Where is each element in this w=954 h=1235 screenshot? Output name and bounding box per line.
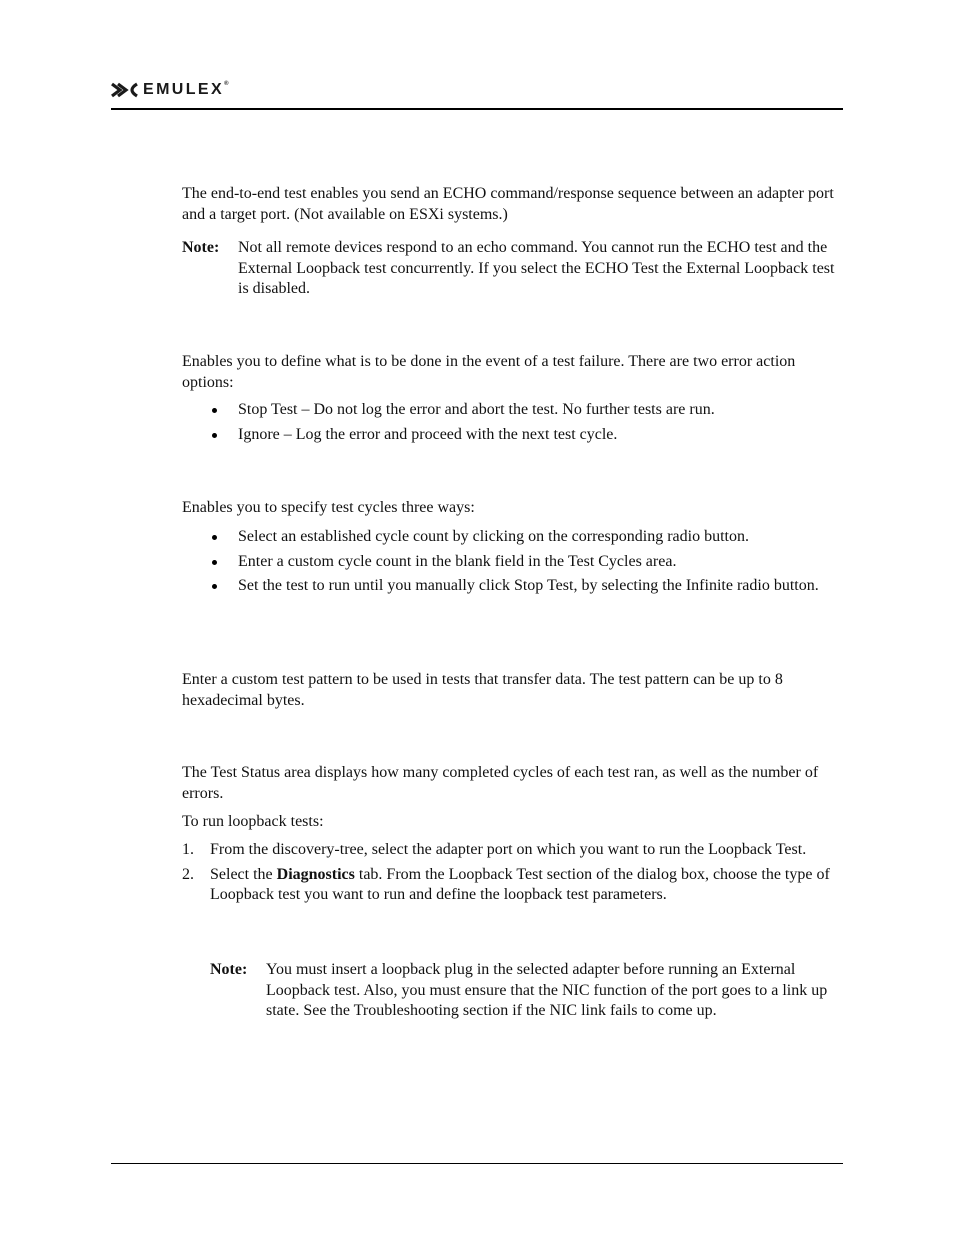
list-item: Enter a custom cycle count in the blank field in the Test Cycles area.: [208, 552, 848, 573]
step-text: Select the Diagnostics tab. From the Loopback Test section of the dialog box, choose the type of Loopback test you want to run and define the loopback test parameters.: [210, 865, 830, 903]
procedure-intro: To run loopback tests:: [182, 813, 324, 830]
header-rule: [111, 108, 843, 110]
procedure-steps: [182, 840, 843, 906]
note-text: Not all remote devices respond to an echo command. You cannot run the ECHO test and the External Loopback test concurrently. If you select the ECHO Test the External Loopback test is disabled.: [238, 239, 835, 297]
test-status-description: The Test Status area displays how many completed cycles of each test ran, as well as the number of errors.: [182, 764, 819, 802]
step-text: From the discovery-tree, select the adapter port on which you want to run the Loopback Test.: [210, 841, 807, 858]
bullet-icon: [212, 535, 217, 540]
note-text: You must insert a loopback plug in the selected adapter before running an External Loopback test. Also, you must ensure that the NIC function of the port goes to a link up state. See the Troubleshooting section if the NIC link fails to come up.: [266, 961, 828, 1019]
echo-test-note: [182, 238, 847, 300]
emulex-logo: [111, 81, 231, 99]
test-cycles-options: [208, 527, 848, 597]
echo-test-description: The end-to-end test enables you send an ECHO command/response sequence between an adapter port and a target port. (Not available on ESXi systems.): [182, 185, 834, 223]
bullet-icon: [212, 560, 217, 565]
bullet-icon: [212, 433, 217, 438]
list-item: Set the test to run until you manually click Stop Test, by selecting the Infinite radio button.: [208, 576, 848, 597]
error-action-options: [208, 400, 848, 446]
bullet-icon: [212, 584, 217, 589]
test-cycles-description: Enables you to specify test cycles three ways:: [182, 499, 475, 516]
emulex-mark-icon: [111, 82, 139, 98]
list-item: Select an established cycle count by clicking on the corresponding radio button.: [208, 527, 848, 548]
bullet-icon: [212, 408, 217, 413]
step-number: 2.: [182, 865, 194, 883]
procedure-step: [182, 840, 843, 861]
footer-rule: [111, 1163, 843, 1164]
test-pattern-description: Enter a custom test pattern to be used in tests that transfer data. The test pattern can be up to 8 hexadecimal bytes.: [182, 671, 783, 709]
error-action-description: Enables you to define what is to be done in the event of a test failure. There are two error action options:: [182, 353, 796, 391]
note-label: Note:: [210, 961, 248, 978]
procedure-step: [182, 865, 843, 906]
list-item: Ignore – Log the error and proceed with the next test cycle.: [208, 425, 848, 446]
loopback-plug-note: [210, 960, 840, 1022]
diagnostics-tab-name: Diagnostics: [276, 865, 355, 883]
step-number: 1.: [182, 841, 194, 858]
list-item: Stop Test – Do not log the error and abort the test. No further tests are run.: [208, 400, 848, 421]
note-label: Note:: [182, 239, 220, 256]
logo-text: EMULEX®: [143, 81, 231, 98]
